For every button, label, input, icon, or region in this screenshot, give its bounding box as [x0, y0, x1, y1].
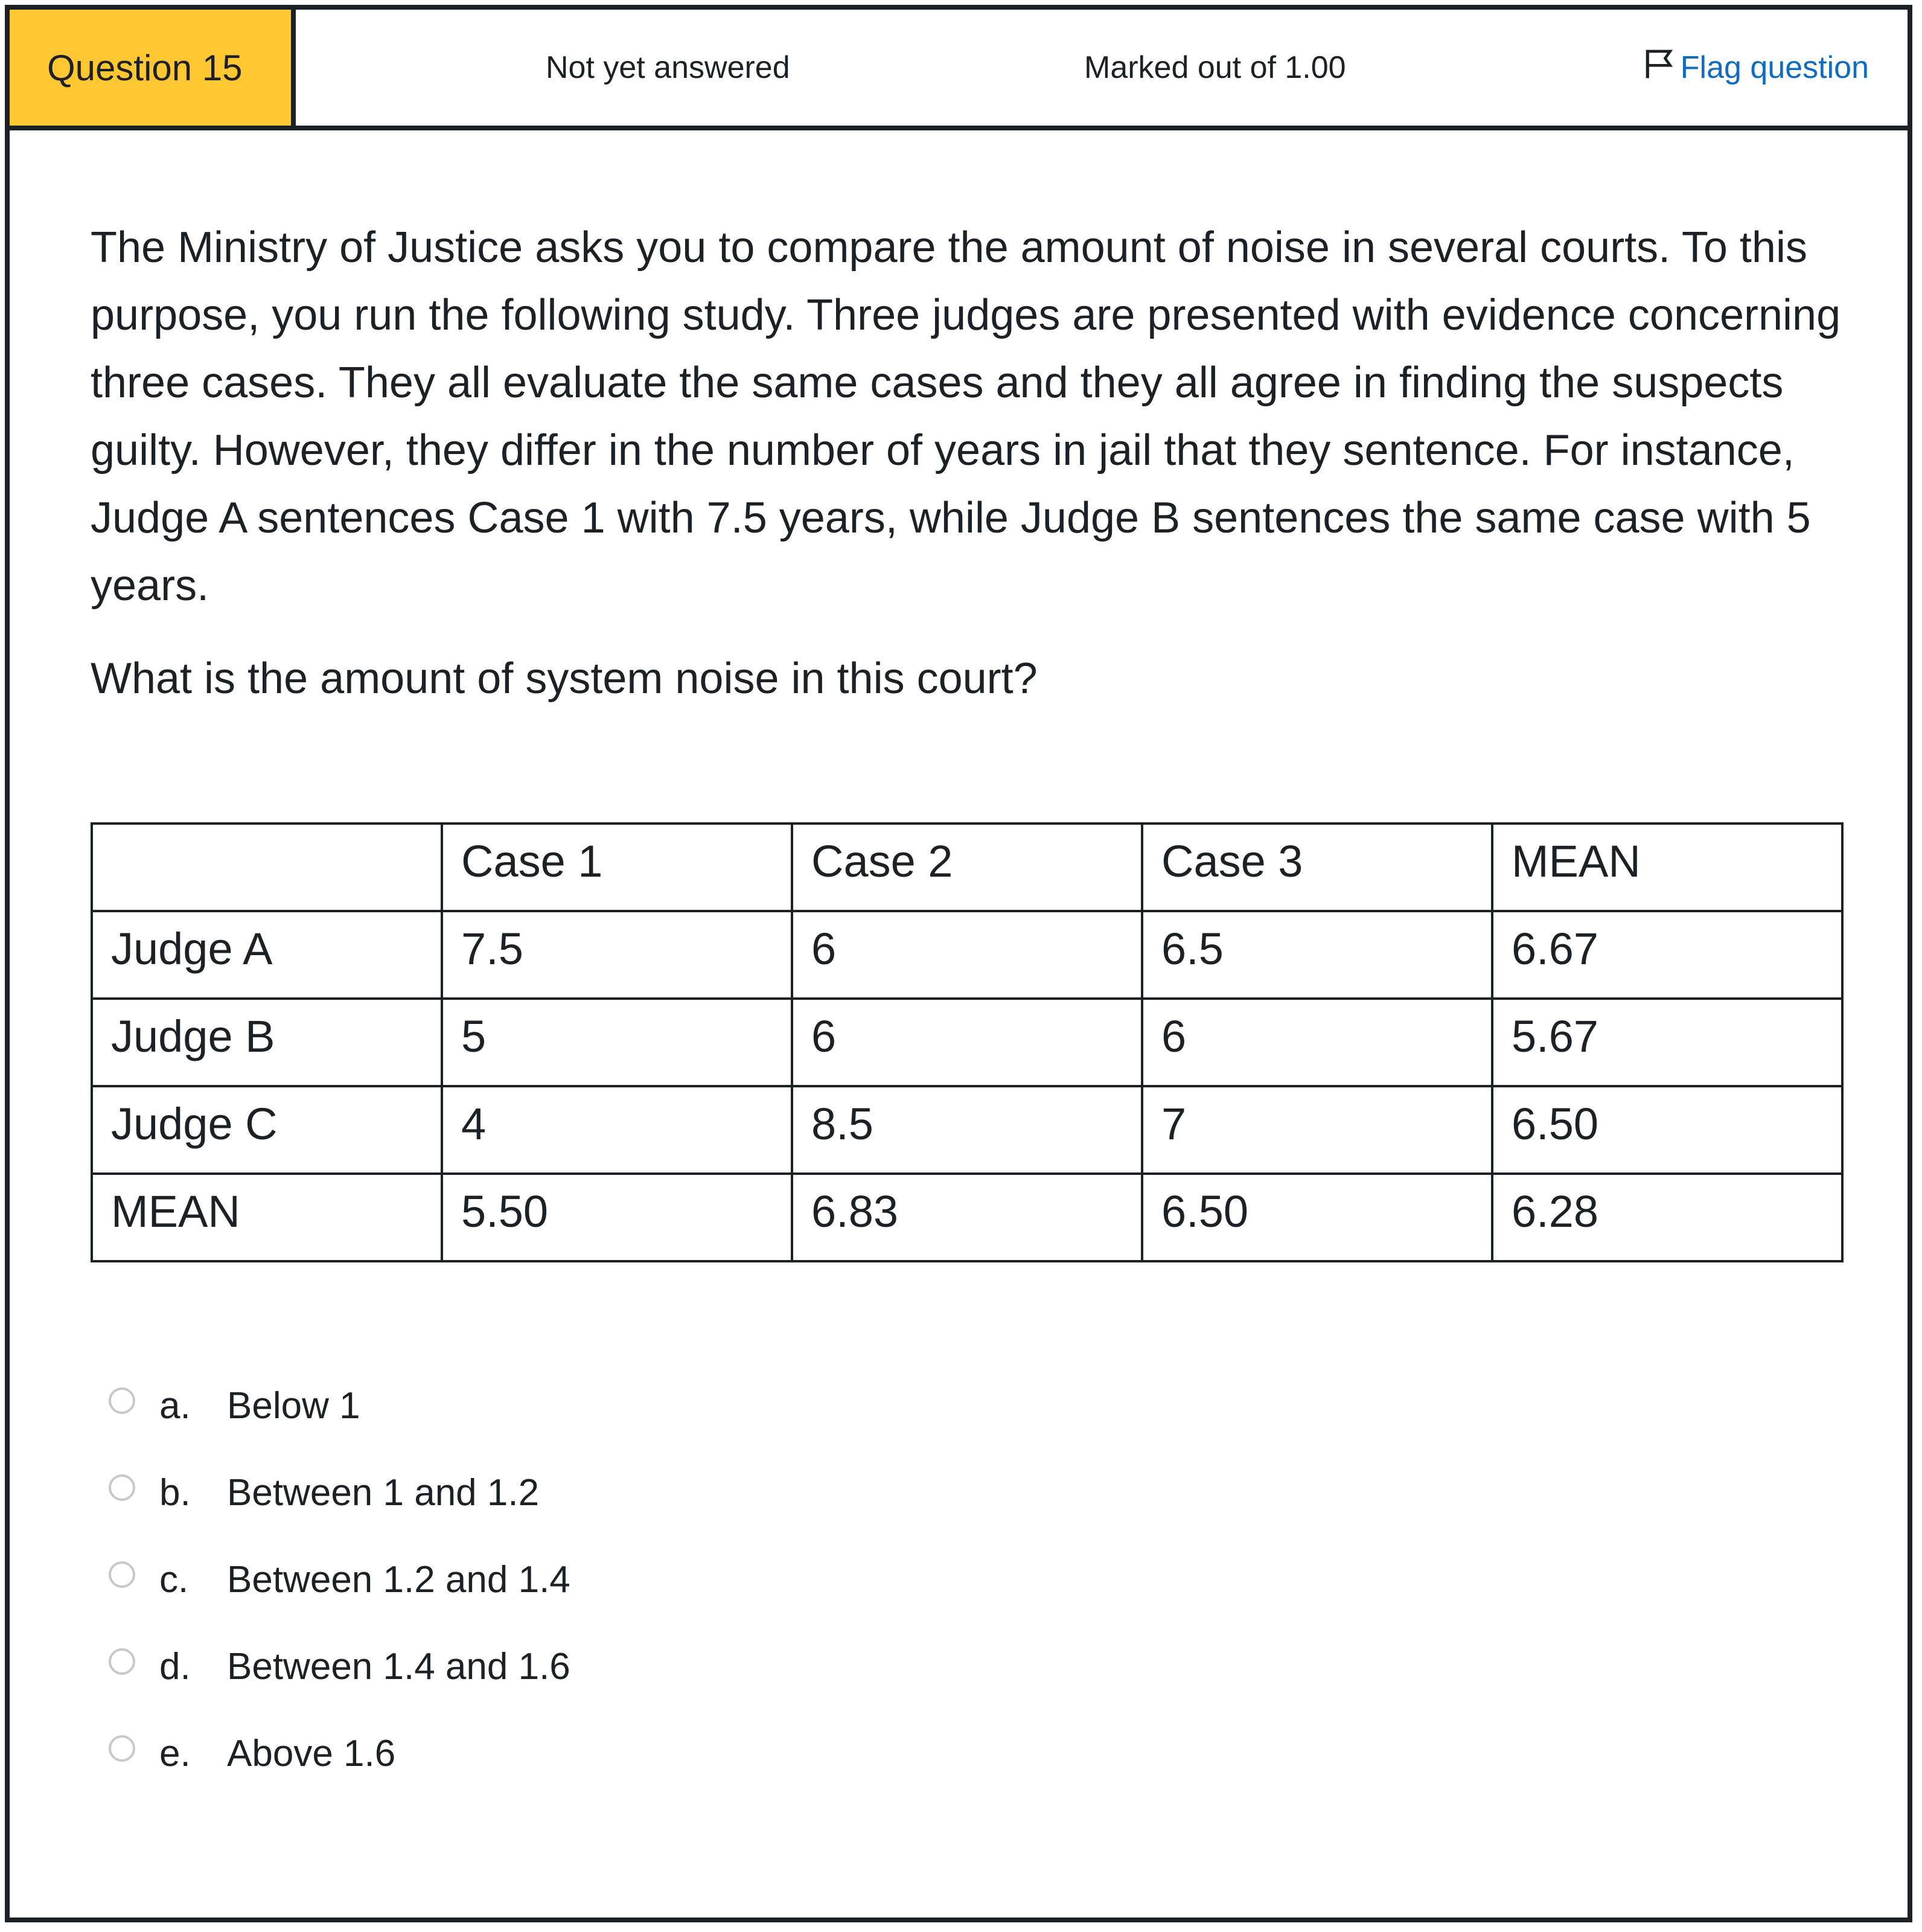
- table-header-row: [92, 824, 1842, 911]
- table-cell: 4: [442, 1086, 792, 1174]
- table-cell: 6.28: [1492, 1174, 1842, 1261]
- table-cell: 6: [1142, 999, 1492, 1086]
- answer-text: Between 1.2 and 1.4: [227, 1558, 570, 1601]
- flag-question-label: Flag question: [1680, 50, 1869, 85]
- question-card: [5, 5, 1912, 1922]
- table-cell: Judge A: [92, 911, 442, 999]
- answer-option-d[interactable]: [109, 1623, 570, 1710]
- table-cell: 6.5: [1142, 911, 1492, 999]
- answer-option-e[interactable]: [109, 1710, 570, 1797]
- table-cell: 8.5: [792, 1086, 1142, 1174]
- question-number-label: Question 15: [47, 47, 243, 88]
- radio-unchecked-icon[interactable]: [109, 1735, 135, 1762]
- answer-status-label: Not yet answered: [546, 50, 790, 85]
- answer-options: [109, 1362, 570, 1797]
- table-cell: 7.5: [442, 911, 792, 999]
- table-cell: MEAN: [92, 1174, 442, 1261]
- answer-text: Between 1.4 and 1.6: [227, 1645, 570, 1687]
- marks-info: [1084, 10, 1346, 126]
- radio-unchecked-icon[interactable]: [109, 1648, 135, 1675]
- table-header-cell: [92, 824, 442, 911]
- table-cell: 6.50: [1142, 1174, 1492, 1261]
- answer-text: Below 1: [227, 1384, 360, 1427]
- answer-letter: c.: [159, 1558, 189, 1601]
- table-cell: 5.67: [1492, 999, 1842, 1086]
- table-cell: 6.67: [1492, 911, 1842, 999]
- table-header-cell: Case 3: [1142, 824, 1492, 911]
- radio-unchecked-icon[interactable]: [109, 1387, 135, 1414]
- answer-letter: b.: [159, 1471, 191, 1514]
- table-cell: 6.83: [792, 1174, 1142, 1261]
- question-text: [91, 214, 1865, 619]
- table-row: [92, 1086, 1842, 1174]
- answer-text: Above 1.6: [227, 1732, 396, 1774]
- answer-status: [546, 10, 790, 126]
- table-header-cell: MEAN: [1492, 824, 1842, 911]
- radio-unchecked-icon[interactable]: [109, 1474, 135, 1501]
- flag-question-button[interactable]: [1642, 10, 1869, 126]
- table-cell: Judge B: [92, 999, 442, 1086]
- data-table: [91, 822, 1844, 1262]
- table-cell: 5: [442, 999, 792, 1086]
- question-prompt: What is the amount of system noise in this court?: [91, 654, 1038, 703]
- answer-letter: a.: [159, 1384, 191, 1427]
- answer-letter: e.: [159, 1732, 191, 1774]
- question-number-badge: [10, 10, 296, 126]
- marks-label: Marked out of 1.00: [1084, 50, 1346, 85]
- table-header-cell: Case 2: [792, 824, 1142, 911]
- answer-text: Between 1 and 1.2: [227, 1471, 540, 1514]
- table-cell: 7: [1142, 1086, 1492, 1174]
- table-row: [92, 911, 1842, 999]
- table-cell: 6.50: [1492, 1086, 1842, 1174]
- question-paragraph: The Ministry of Justice asks you to compare the amount of noise in several courts. To this purpose, you run the following study. Three judges are presented with evidence concerning three cases. They all evaluate the same cases and they all agree in finding the suspects guilty. However, they differ in the number of years in jail that they sentence. For instance, Judge A sentences Case 1 with 7.5 years, while Judge B sentences the same case with 5 years.: [91, 223, 1841, 610]
- table-cell: Judge C: [92, 1086, 442, 1174]
- answer-letter: d.: [159, 1645, 191, 1687]
- question-info-bar: [10, 10, 1908, 130]
- table-cell: 6: [792, 911, 1142, 999]
- table-row: [92, 1174, 1842, 1261]
- answer-option-c[interactable]: [109, 1536, 570, 1623]
- table-cell: 6: [792, 999, 1142, 1086]
- flag-icon: [1642, 47, 1681, 89]
- answer-option-b[interactable]: [109, 1449, 570, 1536]
- table-row: [92, 999, 1842, 1086]
- answer-option-a[interactable]: [109, 1362, 570, 1449]
- table-cell: 5.50: [442, 1174, 792, 1261]
- table-header-cell: Case 1: [442, 824, 792, 911]
- radio-unchecked-icon[interactable]: [109, 1561, 135, 1588]
